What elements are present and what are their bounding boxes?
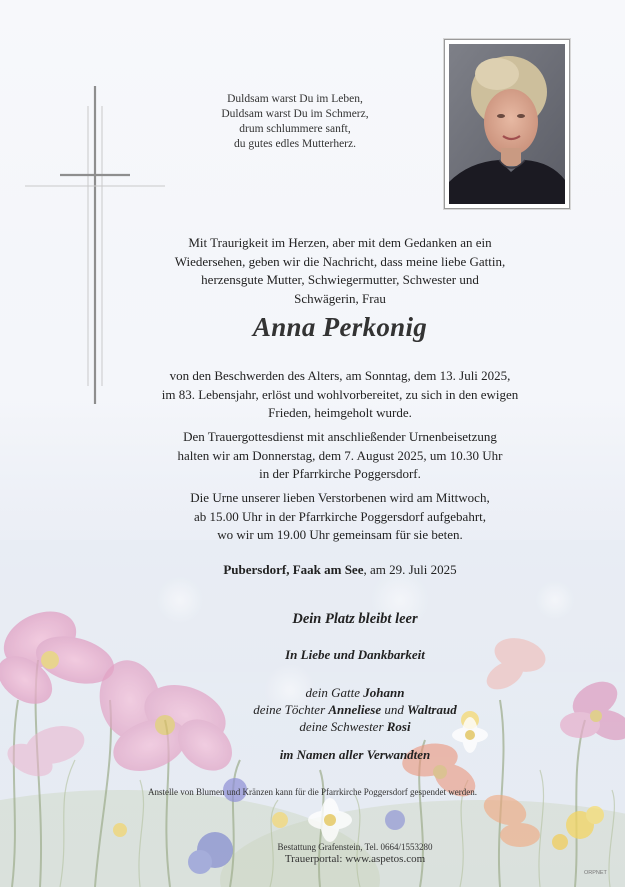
relation: deine Töchter bbox=[253, 702, 329, 717]
in-liebe-und-dankbarkeit: In Liebe und Dankbarkeit bbox=[285, 647, 425, 662]
deceased-name: Anna Perkonig bbox=[252, 312, 428, 342]
death-details-line: im 83. Lebensjahr, erlöst und wohlvorbereitet, zu sich in den ewigen bbox=[161, 386, 519, 402]
donation-note: Anstelle von Blumen und Kränzen kann für die Pfarrkirche Poggersdorf gespendet werden. bbox=[148, 787, 477, 797]
verse-line: Duldsam warst Du im Leben, bbox=[227, 93, 363, 105]
funeral-service-line: Den Trauergottesdienst mit anschließender Urnenbeisetzung bbox=[183, 429, 497, 444]
verse bbox=[190, 92, 400, 152]
verse-line: du gutes edles Mutterherz. bbox=[234, 138, 356, 150]
death-details-line: Frieden, heimgeholt wurde. bbox=[268, 405, 412, 420]
funeral-service-line: halten wir am Donnerstag, dem 7. August 2025, um 10.30 Uhr bbox=[177, 447, 503, 463]
conjunction: und bbox=[381, 702, 408, 717]
place: Pubersdorf, Faak am See bbox=[223, 562, 364, 577]
mourner-name: Waltraud bbox=[407, 702, 457, 717]
mourner-name: Johann bbox=[363, 685, 405, 700]
im-namen-aller-verwandten: im Namen aller Verwandten bbox=[279, 747, 431, 762]
dein-platz-bleibt-leer: Dein Platz bleibt leer bbox=[292, 611, 418, 627]
mourners-list bbox=[150, 684, 560, 735]
intro-line: Schwägerin, Frau bbox=[294, 290, 386, 306]
funeral-service-line: in der Pfarrkirche Poggersdorf. bbox=[259, 466, 421, 481]
intro-line: Mit Traurigkeit im Herzen, aber mit dem Gedanken an ein bbox=[188, 235, 492, 250]
intro-line: Wiedersehen, geben wir die Nachricht, dass meine liebe Gattin, bbox=[174, 253, 506, 269]
mourner-line bbox=[150, 684, 560, 701]
mourner-line bbox=[150, 718, 560, 735]
death-details bbox=[150, 367, 530, 423]
funeral-home-contact: Bestattung Grafenstein, Tel. 0664/1553280 bbox=[277, 842, 433, 852]
relation: deine Schwester bbox=[299, 719, 387, 734]
place-and-date bbox=[150, 562, 530, 578]
funeral-service-details bbox=[150, 428, 530, 484]
relation: dein Gatte bbox=[305, 685, 364, 700]
viewing-details bbox=[150, 489, 530, 545]
viewing-line: wo wir um 19.00 Uhr gemeinsam für sie beten. bbox=[217, 527, 463, 542]
mourner-name: Rosi bbox=[386, 719, 411, 734]
cross-icon bbox=[25, 86, 165, 406]
announcement-intro bbox=[150, 234, 530, 308]
portrait-photo-frame bbox=[444, 39, 570, 209]
printer-logo: ORPNET bbox=[584, 870, 607, 876]
date: , am 29. Juli 2025 bbox=[363, 562, 457, 577]
mourner-name: Anneliese bbox=[328, 702, 382, 717]
intro-line: herzensgute Mutter, Schwiegermutter, Schwester und bbox=[201, 272, 479, 287]
death-details-line: von den Beschwerden des Alters, am Sonntag, dem 13. Juli 2025, bbox=[169, 368, 511, 383]
trauerportal-link[interactable]: Trauerportal: www.aspetos.com bbox=[284, 853, 426, 865]
viewing-line: Die Urne unserer lieben Verstorbenen wird am Mittwoch, bbox=[190, 490, 490, 505]
verse-line: drum schlummere sanft, bbox=[239, 123, 351, 135]
footer bbox=[150, 841, 560, 865]
viewing-line: ab 15.00 Uhr in der Pfarrkirche Poggersdorf aufgebahrt, bbox=[193, 508, 487, 524]
mourner-line bbox=[150, 701, 560, 718]
portrait-photo bbox=[449, 44, 565, 204]
verse-line: Duldsam warst Du im Schmerz, bbox=[221, 108, 369, 120]
